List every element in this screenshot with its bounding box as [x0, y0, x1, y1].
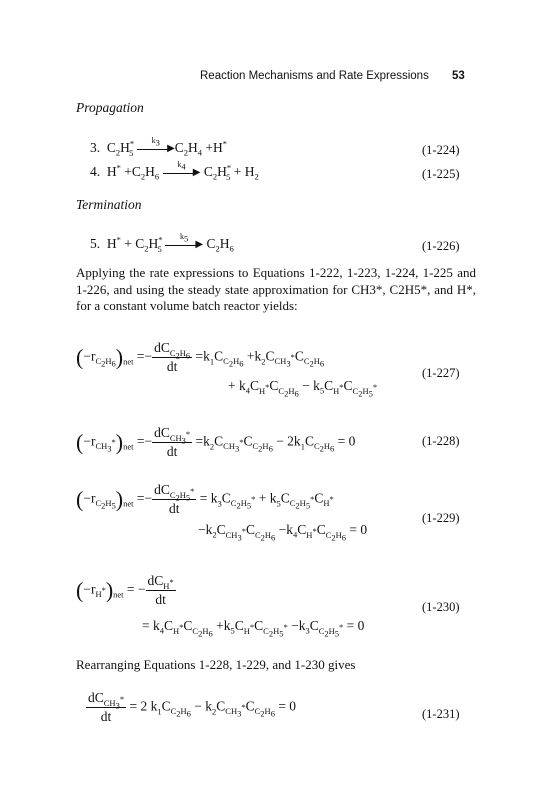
equation-number: (1-226) [422, 239, 460, 253]
equation-1-227-line1: $(-r_{C_2H_6})_{net}$ =− $\frac{dC_{C_2H_6}}{dt}$ $=k_1C_{C_2H_6} +k_2C_{CH_3^*}C_{C_2H_6}$ [76, 340, 325, 374]
equation-number: (1-231) [422, 707, 460, 721]
equation-1-230-line1: $(-r_{H^*})_{net}$ = − $\frac{dC_{H^*}}{dt}$ [76, 573, 174, 607]
equation-1-229-line2: $-k_2C_{CH_3^*}C_{C_2H_6} -k_4C_{H^*}C_{C_2H_6} = 0$ [198, 522, 368, 543]
equation-number: (1-224) [422, 143, 460, 157]
equation-1-229-line1: $(-r_{C_2H_5})_{net}$ =− $\frac{dC_{C_2H_5^*}}{dt}$ = $k_3C_{C_2H_5^*} + k_5C_{C_2H_5^*}C_{H^*}$ [76, 482, 334, 516]
equation-1-226: 5. $H^* + C_2H^*_5$ $k_5$ ▶ $C_2H_6$ [90, 231, 234, 254]
page-number: 53 [452, 70, 465, 82]
paragraph-rearranging: Rearranging Equations 1-228, 1-229, and 1-230 gives [76, 657, 356, 672]
equation-number: (1-227) [422, 366, 460, 380]
section-heading-termination: Termination [76, 197, 142, 212]
reaction-arrow: $k_5$ ▶ [165, 240, 203, 250]
equation-1-228: $(-r_{CH_3^*})_{net}$ =− $\frac{dC_{CH_3^*}}{dt}$ $=k_2C_{CH_3^*}C_{C_2H_6} - 2k_1C_{C_2H_6} = 0$ [76, 425, 356, 459]
equation-number: (1-228) [422, 434, 460, 448]
equation-1-227-line2: + $k_4C_{H^*}C_{C_2H_6} - k_5C_{H^*}C_{C_2H_5^*}$ [228, 378, 378, 399]
equation-number: (1-229) [422, 511, 460, 525]
equation-number: (1-230) [422, 600, 460, 614]
equation-label: 5. [90, 236, 101, 251]
reaction-arrow: $k_3$ ▶ [137, 144, 175, 154]
equation-1-224: 3. $C_2H^*_5$ $k_3$ ▶ $C_2H_4 +H^*$ [90, 135, 228, 158]
equation-number: (1-225) [422, 167, 460, 181]
equation-1-231: $\frac{dC_{CH_3^*}}{dt}$ = 2 $k_1C_{C_2H_6} - k_2C_{CH_3^*}C_{C_2H_6} = 0$ [88, 690, 297, 724]
equation-label: 4. [90, 164, 101, 179]
equation-1-230-line2: = $k_4C_{H^*}C_{C_2H_6} +k_5C_{H^*}C_{C_2H_5^*} -k_3C_{C_2H_5^*} = 0$ [142, 618, 365, 639]
equation-label: 3. [90, 140, 101, 155]
equation-1-225: 4. $H^* +C_2H_6$ $k_4$ ▶ $C_2H^*_5 + H_2$ [90, 159, 259, 182]
running-title: Reaction Mechanisms and Rate Expressions [200, 70, 429, 82]
reaction-arrow: $k_4$ ▶ [163, 168, 201, 178]
section-heading-propagation: Propagation [76, 100, 144, 115]
paragraph-applying: Applying the rate expressions to Equations 1-222, 1-223, 1-224, 1-225 and 1-226, and using the steady state approximation for CH3*, C2H5*, and H*, for a constant volume batch reactor yields: [76, 265, 476, 313]
